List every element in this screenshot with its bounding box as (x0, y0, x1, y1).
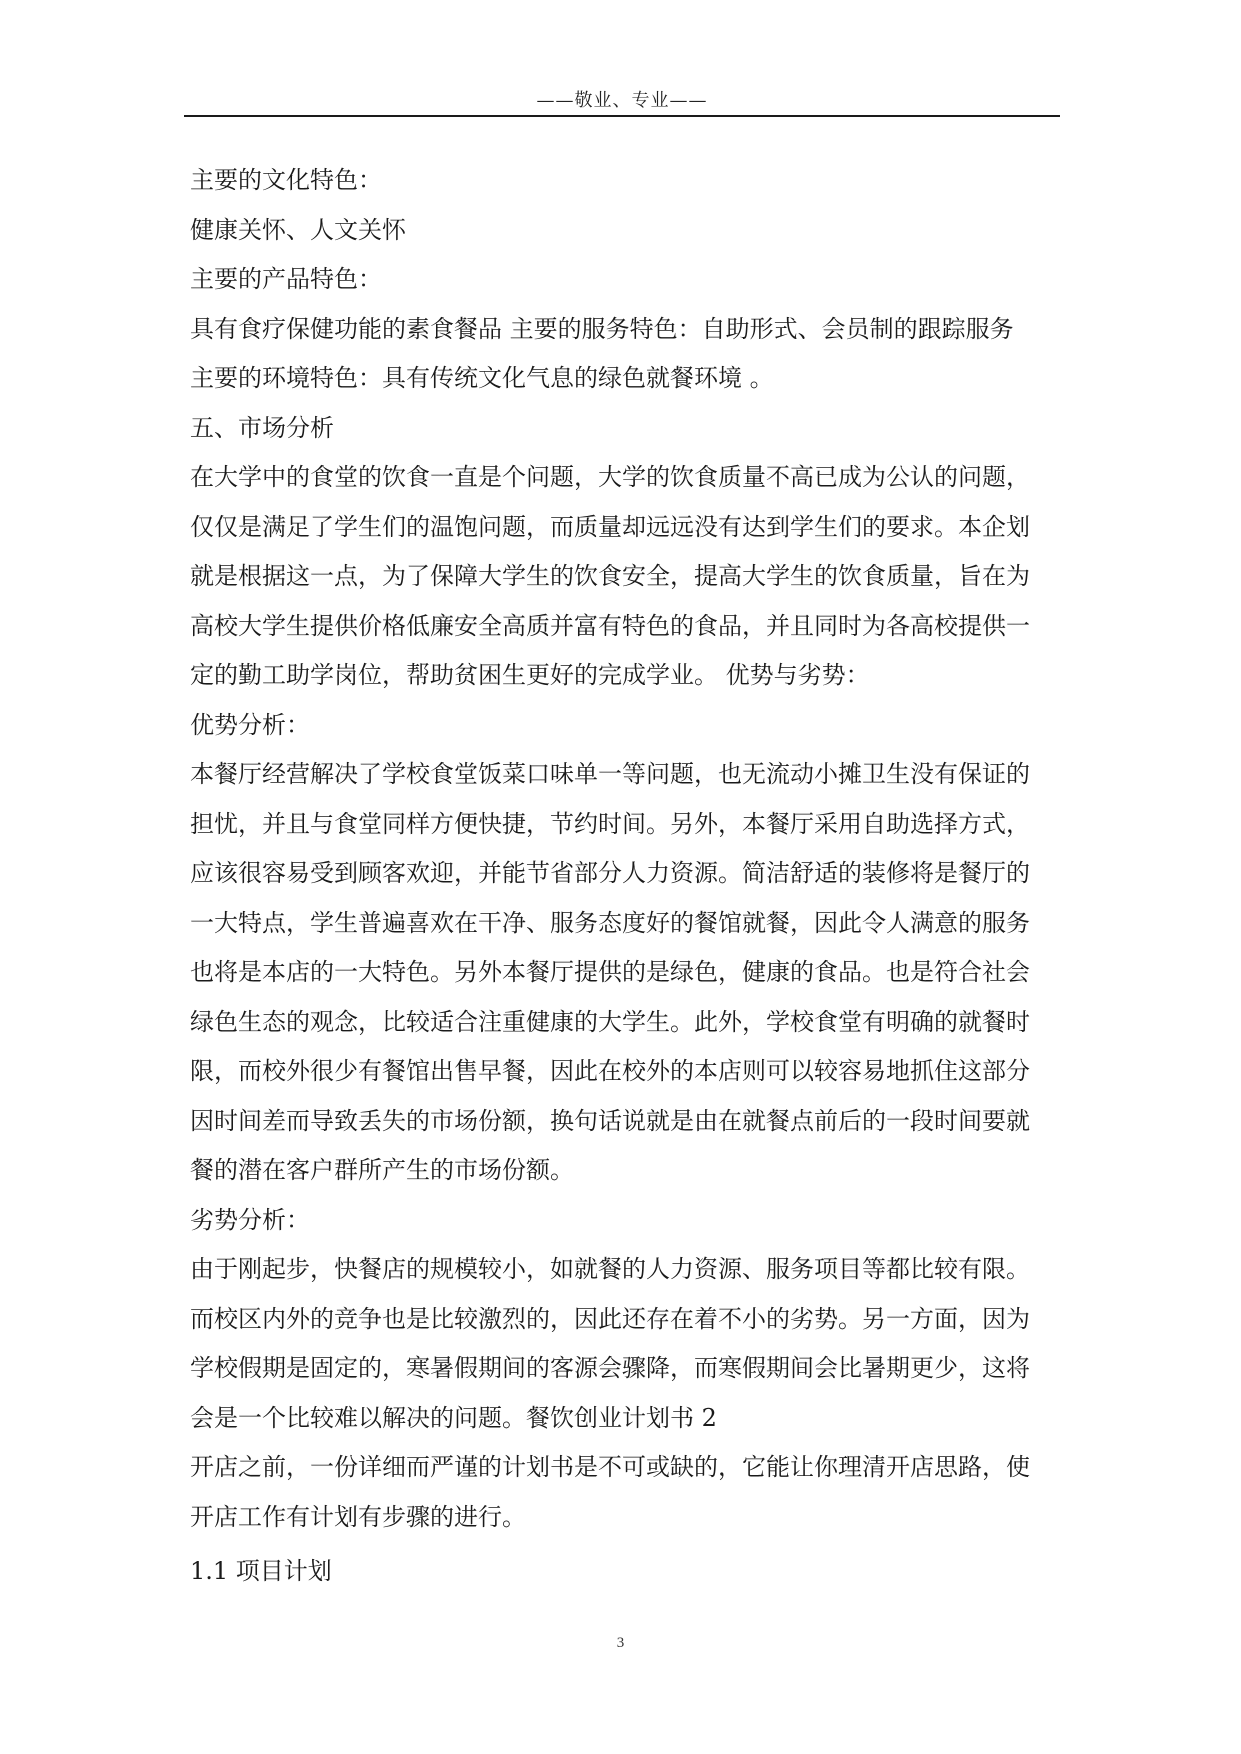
text-line: 一大特点，学生普遍喜欢在干净、服务态度好的餐馆就餐，因此令人满意的服务 (190, 908, 1030, 937)
text-line: 因时间差而导致丢失的市场份额，换句话说就是由在就餐点前后的一段时间要就 (190, 1106, 1030, 1135)
subheading: 劣势分析： (190, 1205, 310, 1234)
text-line: 本餐厅经营解决了学校食堂饭菜口味单一等问题，也无流动小摊卫生没有保证的 (190, 760, 1030, 788)
text-line: 高校大学生提供价格低廉安全高质并富有特色的食品，并且同时为各高校提供一 (190, 611, 1030, 640)
subheading: 优势分析： (190, 710, 310, 739)
header-divider (184, 115, 1060, 117)
text-line: 应该很容易受到顾客欢迎，并能节省部分人力资源。简洁舒适的装修将是餐厅的 (190, 859, 1030, 887)
text-line: 仅仅是满足了学生们的温饱问题，而质量却远远没有达到学生们的要求。本企划 (190, 512, 1030, 541)
text-line: 由于刚起步，快餐店的规模较小，如就餐的人力资源、服务项目等都比较有限。 (190, 1255, 1030, 1283)
text-line: 具有食疗保健功能的素食餐品 主要的服务特色：自助形式、会员制的跟踪服务 (190, 314, 1014, 343)
text-line: 而校区内外的竞争也是比较激烈的，因此还存在着不小的劣势。另一方面，因为 (190, 1304, 1030, 1333)
text-line: 定的勤工助学岗位，帮助贫困生更好的完成学业。 优势与劣势： (190, 661, 870, 689)
text-line: 在大学中的食堂的饮食一直是个问题，大学的饮食质量不高已成为公认的问题， (190, 463, 1030, 491)
text-line: 限，而校外很少有餐馆出售早餐，因此在校外的本店则可以较容易地抓住这部分 (190, 1057, 1030, 1085)
text-line: 开店工作有计划有步骤的进行。 (190, 1502, 526, 1531)
body-text (190, 156, 1058, 1596)
text-line: 餐的潜在客户群所产生的市场份额。 (190, 1156, 574, 1184)
text-line: 会是一个比较难以解决的问题。餐饮创业计划书 2 (190, 1403, 717, 1432)
text-line: 也将是本店的一大特色。另外本餐厅提供的是绿色，健康的食品。也是符合社会 (190, 958, 1030, 986)
text-line: 健康关怀、人文关怀 (190, 215, 406, 244)
text-line: 担忧，并且与食堂同样方便快捷，节约时间。另外，本餐厅采用自助选择方式， (190, 809, 1030, 838)
text-line: 主要的产品特色： (190, 265, 382, 293)
page-number: 3 (616, 1635, 625, 1651)
running-header: ——敬业、专业—— (536, 90, 708, 111)
text-line: 主要的环境特色：具有传统文化气息的绿色就餐环境 。 (190, 364, 774, 392)
text-line: 学校假期是固定的，寒暑假期间的客源会骤降，而寒假期间会比暑期更少，这将 (190, 1354, 1030, 1382)
section-heading: 五、市场分析 (190, 413, 334, 442)
section-heading-numbered: 1.1 项目计划 (190, 1556, 332, 1585)
text-line: 绿色生态的观念，比较适合注重健康的大学生。此外，学校食堂有明确的就餐时 (190, 1007, 1030, 1036)
text-line: 主要的文化特色： (190, 166, 382, 194)
text-line: 就是根据这一点，为了保障大学生的饮食安全，提高大学生的饮食质量，旨在为 (190, 562, 1030, 590)
text-line: 开店之前，一份详细而严谨的计划书是不可或缺的，它能让你理清开店思路，使 (190, 1453, 1030, 1481)
